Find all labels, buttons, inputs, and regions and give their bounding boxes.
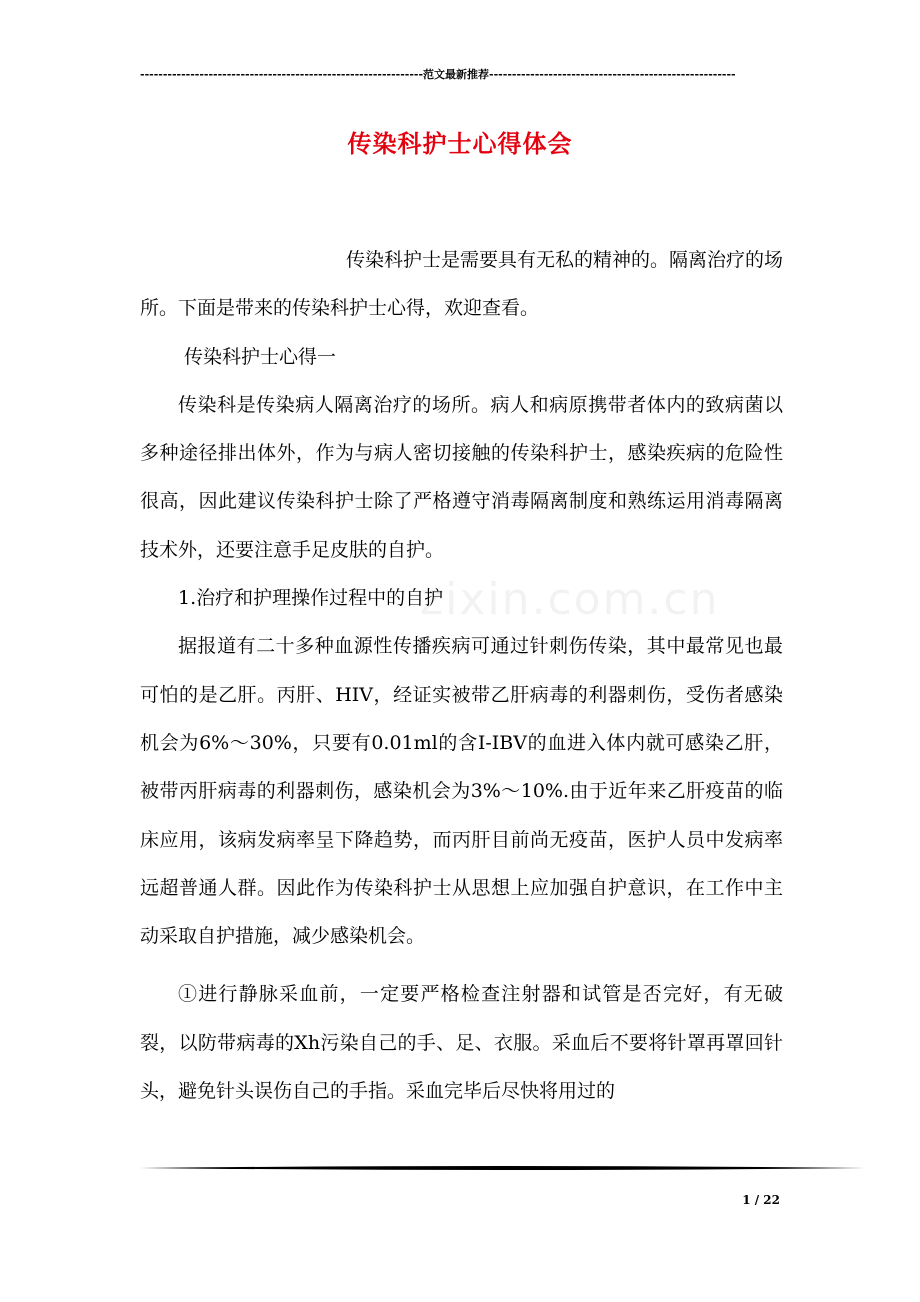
document-title: 传染科护士心得体会	[347, 129, 573, 158]
body-paragraph: 传染科是传染病人隔离治疗的场所。病人和病原携带者体内的致病菌以多种途径排出体外，作为与病人密切接触的传染科护士，感染疾病的危险性很高，因此建议传染科护士除了严格遵守消毒隔离制度和熟练运用消毒隔离技术外，还要注意手足皮肤的自护。	[140, 393, 783, 561]
subsection-heading: 1.治疗和护理操作过程中的自护	[178, 587, 444, 610]
page-header: --------------------------------------------------------------范文最新推荐------------------------------------------------------	[140, 68, 736, 81]
footer-rule	[140, 1165, 865, 1171]
body-paragraph: ①进行静脉采血前，一定要严格检查注射器和试管是否完好，有无破裂，以防带病毒的Xh污染自己的手、足、衣服。采血后不要将针罩再罩回针头，避免针头误伤自己的手指。采血完毕后尽快将用过的	[140, 983, 783, 1103]
page-number: 1 / 22	[742, 1193, 780, 1207]
body-paragraph: 据报道有二十多种血源性传播疾病可通过针刺伤传染，其中最常见也最可怕的是乙肝。丙肝、HIV，经证实被带乙肝病毒的利器刺伤，受伤者感染机会为6%～30%，只要有0.01ml的含I-IBV的血进入体内就可感染乙肝，被带丙肝病毒的利器刺伤，感染机会为3%～10%.由于近年来乙肝疫苗的临床应用，该病发病率呈下降趋势，而丙肝目前尚无疫苗，医护人员中发病率远超普通人群。因此作为传染科护士从思想上应加强自护意识，在工作中主动采取自护措施，减少感染机会。	[140, 635, 783, 948]
intro-paragraph: 传染科护士是需要具有无私的精神的。隔离治疗的场所。下面是带来的传染科护士心得，欢迎查看。	[140, 249, 784, 320]
watermark: zixin.com.cn	[420, 574, 720, 625]
document-body	[140, 236, 783, 1115]
section-heading: 传染科护士心得一	[184, 345, 337, 368]
